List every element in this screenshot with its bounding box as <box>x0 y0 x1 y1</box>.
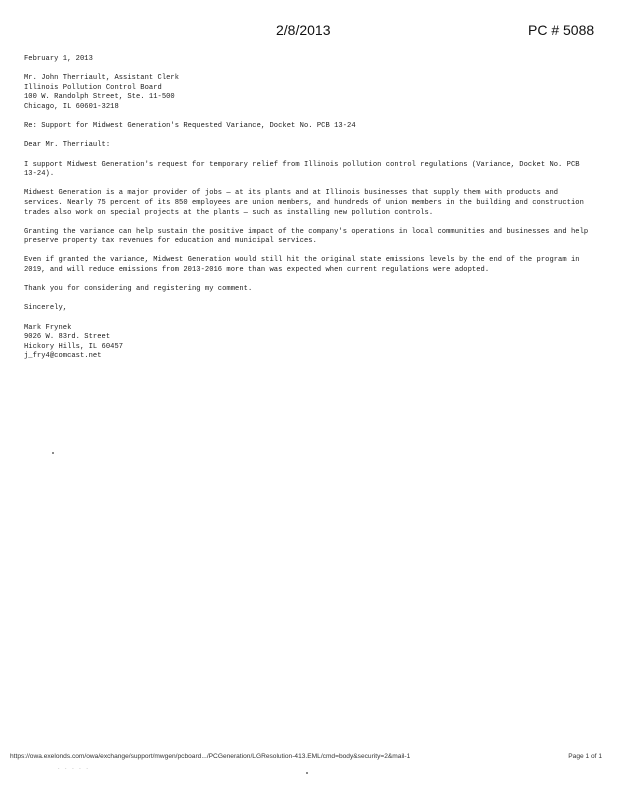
letter-date: February 1, 2013 <box>24 55 93 63</box>
paragraph: I support Midwest Generation's request for temporary relief from Illinois pollution control regulations (Variance, Docket No. PCB 13-24). <box>24 160 580 179</box>
paragraph: Even if granted the variance, Midwest Generation would still hit the original state emissions levels by the end of the program in 2019, and will reduce emissions from 2013-2016 more than was expected when current regulations were adopted. <box>24 256 580 275</box>
signer-street: 9026 W. 83rd. Street <box>24 333 111 342</box>
print-footer <box>10 753 610 760</box>
recipient-line: Mr. John Therriault, Assistant Clerk <box>24 74 180 83</box>
footer-scan-artifact: · · · · · <box>58 766 90 772</box>
closing: Sincerely, <box>24 304 68 313</box>
recipient-line: Illinois Pollution Control Board <box>24 83 162 92</box>
paragraph: Midwest Generation is a major provider of jobs — at its plants and at Illinois businesses that supply them with products and services. Nearly 75 percent of its 850 employees are union members, and hundreds of union members in the building and construction trades also work on special projects at the plants — such as installing new pollution controls. <box>24 189 584 217</box>
recipient-address <box>24 74 592 112</box>
letter-body <box>24 55 592 362</box>
subject-line: Re: Support for Midwest Generation's Requested Variance, Docket No. PCB 13-24 <box>24 122 356 131</box>
received-date-stamp: 2/8/2013 <box>276 22 331 38</box>
signer-name: Mark Frynek <box>24 323 72 332</box>
footer-page-number: Page 1 of 1 <box>568 753 602 760</box>
scan-speck <box>52 452 54 454</box>
salutation: Dear Mr. Therriault: <box>24 141 111 150</box>
paragraph: Granting the variance can help sustain the positive impact of the company's operations in local communities and businesses and help preserve property tax revenues for education and municipal services. <box>24 227 589 246</box>
signer-email: j_fry4@comcast.net <box>24 352 102 361</box>
recipient-line: 100 W. Randolph Street, Ste. 11-500 <box>24 93 175 102</box>
paragraph: Thank you for considering and registering my comment. <box>24 285 253 294</box>
recipient-line: Chicago, IL 60601-3218 <box>24 102 119 111</box>
footer-url: https://owa.exelonds.com/owa/exchange/support/mwgen/pcboard.../PCGeneration/LGResolution-413.EML/cmd=body&security=2&mail-1 <box>10 753 411 760</box>
signature-block <box>24 324 592 362</box>
signer-city: Hickory Hills, IL 60457 <box>24 342 124 351</box>
scan-speck <box>306 772 308 774</box>
public-comment-number: PC # 5088 <box>528 22 595 38</box>
